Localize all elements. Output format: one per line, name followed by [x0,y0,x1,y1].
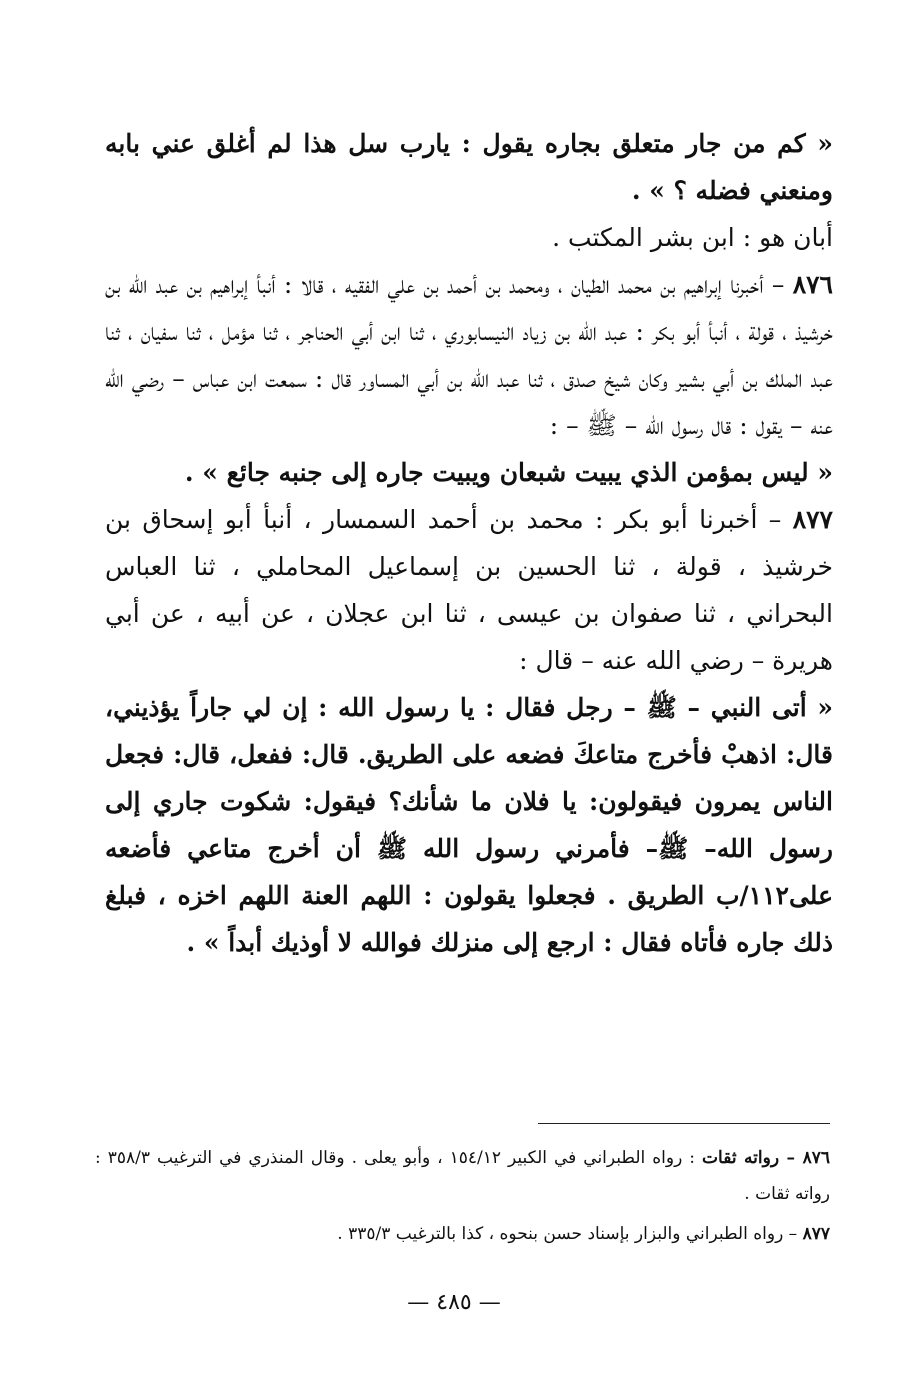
hadith-number: ٨٧٧ [792,505,833,534]
footnote [95,1216,830,1252]
isnad-text: – أخبرنا إبراهيم بن محمد الطيان ، ومحمد بن أحمد بن علي الفقيه ، قالا : أنبأ إبراهيم بن عبد الله بن خرشيذ ، قولة ، أنبأ أبو بكر : عبد الله بن زياد النيسابوري ، ثنا ابن أبي الحناجر ، ثنا مؤمل ، ثنا سفيان ، ثنا عبد الملك بن أبي بشير وكان شيخ صدق ، ثنا عبد الله بن أبي المساور قال : سمعت ابن عباس – رضي الله عنه – يقول : قال رسول الله – ﷺ – : [105,270,833,440]
page-number: — ٤٨٥ — [407,1290,501,1315]
main-text [105,120,833,966]
isnad-paragraph [105,496,833,684]
hadith-paragraph: « ليس بمؤمن الذي يبيت شبعان ويبيت جاره إلى جنبه جائع » . [184,458,833,487]
footnotes [95,1140,830,1256]
hadith-number: ٨٧٦ [792,270,833,299]
footnote-text: : رواه الطبراني في الكبير ١٥٤/١٢ ، وأبو يعلى . وقال المنذري في الترغيب ٣٥٨/٣ : رواته ثقات . [95,1148,830,1204]
footnote-label: – رواته ثقات [702,1148,803,1168]
isnad-text: – أخبرنا أبو بكر : محمد بن أحمد السمسار ، أنبأ أبو إسحاق بن خرشيذ ، قولة ، ثنا الحسين بن إسماعيل المحاملي ، ثنا العباس البحراني ، ثنا صفوان بن عيسى ، ثنا ابن عجلان ، عن أبيه ، عن أبي هريرة – رضي الله عنه – قال : [105,505,833,675]
footnote-number: ٨٧٦ [802,1148,830,1168]
footnote-separator [538,1123,830,1124]
footnote-number: ٨٧٧ [802,1224,830,1244]
isnad-paragraph [105,261,833,449]
footnote-text: – رواه الطبراني والبزار بإسناد حسن بنحوه ، كذا بالترغيب ٣٣٥/٣ . [337,1224,803,1244]
footnote [95,1140,830,1212]
narrator-note: أبان هو : ابن بشر المكتب . [552,223,833,252]
hadith-paragraph: « كم من جار متعلق بجاره يقول : يارب سل هذا لم أغلق عني بابه ومنعني فضله ؟ » . [105,129,833,205]
hadith-paragraph: « أتى النبي – ﷺ – رجل فقال : يا رسول الله : إن لي جاراً يؤذيني، قال: اذهبْ فأخرج متاعكَ فضعه على الطريق. قال: ففعل، قال: فجعل الناس يمرون فيقولون: يا فلان ما شأنك؟ فيقول: شكوت جاري إلى رسول الله– ﷺ– فأمرني رسول الله ﷺ أن أخرج متاعي فأضعه على١١٢/ب الطريق . فجعلوا يقولون : اللهم العنة اللهم اخزه ، فبلغ ذلك جاره فأتاه فقال : ارجع إلى منزلك فوالله لا أوذيك أبداً » . [105,693,833,957]
